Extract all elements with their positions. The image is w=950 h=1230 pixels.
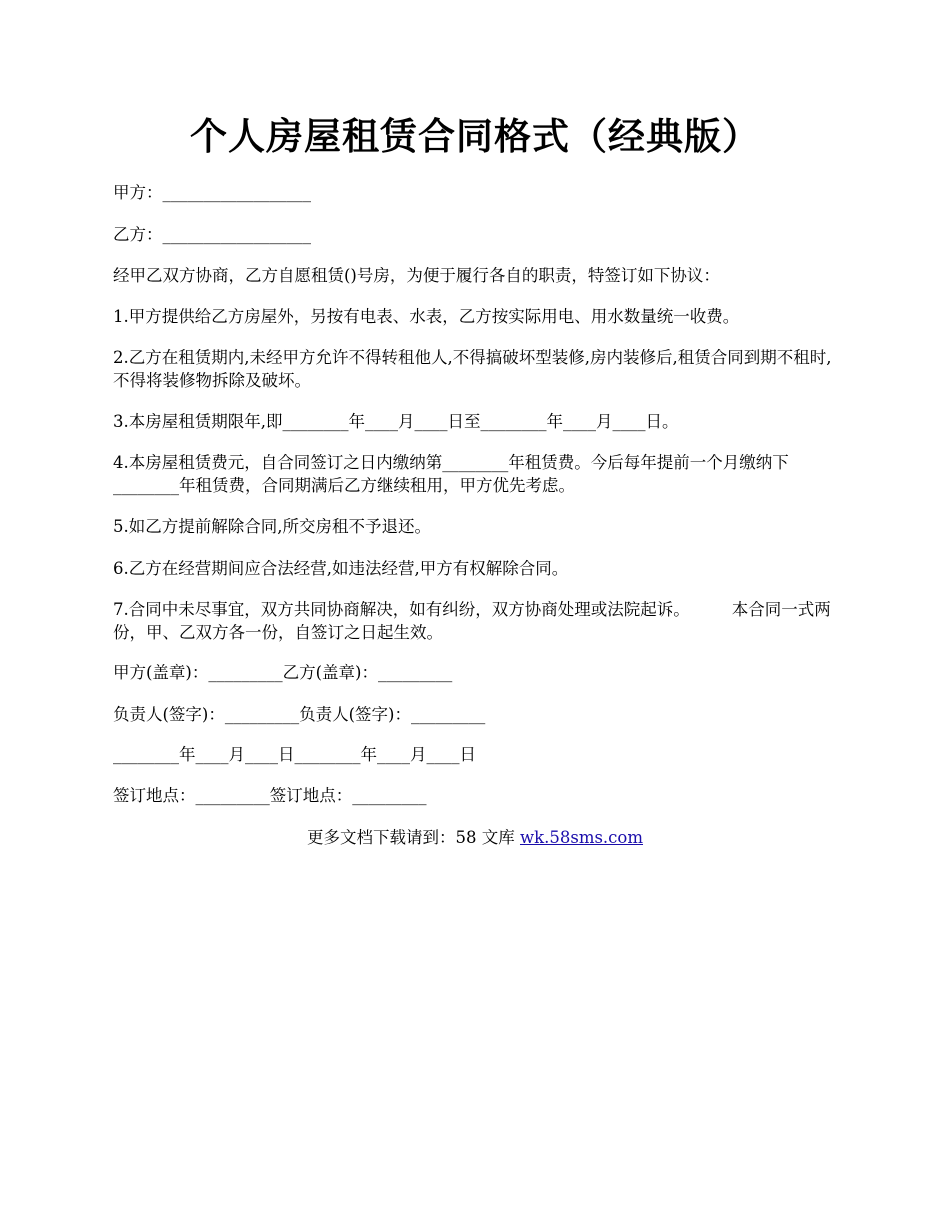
party-a-line: 甲方：__________________ bbox=[113, 183, 311, 202]
footer-link[interactable]: wk.58sms.com bbox=[519, 828, 643, 847]
clause-1: 1.甲方提供给乙方房屋外，另按有电表、水表，乙方按实际用电、用水数量统一收费。 bbox=[113, 307, 740, 326]
footer-prefix: 更多文档下载请到：58 文库 bbox=[306, 828, 520, 847]
seal-line: 甲方(盖章)：_________乙方(盖章)：_________ bbox=[113, 663, 453, 682]
date-line: ________年____月____日________年____月____日 bbox=[113, 745, 476, 764]
responsible-line: 负责人(签字)：_________负责人(签字)：_________ bbox=[113, 705, 486, 724]
clause-4: 4.本房屋租赁费元，自合同签订之日内缴纳第________年租赁费。今后每年提前一个月缴纳下________年租赁费，合同期满后乙方继续租用，甲方优先考虑。 bbox=[113, 453, 789, 495]
clause-6: 6.乙方在经营期间应合法经营,如违法经营,甲方有权解除合同。 bbox=[113, 559, 569, 578]
clause-5: 5.如乙方提前解除合同,所交房租不予退还。 bbox=[113, 517, 431, 536]
intro-paragraph: 经甲乙双方协商，乙方自愿租赁()号房，为便于履行各自的职责，特签订如下协议： bbox=[113, 266, 720, 285]
clause-7: 7.合同中未尽事宜，双方共同协商解决，如有纠纷，双方协商处理或法院起诉。 本合同一式两份，甲、乙双方各一份，自签订之日起生效。 bbox=[113, 600, 831, 642]
clause-2: 2.乙方在租赁期内,未经甲方允许不得转租他人,不得搞破坏型装修,房内装修后,租赁合同到期不租时,不得将装修物拆除及破坏。 bbox=[113, 348, 832, 390]
clause-3: 3.本房屋租赁期限年,即________年____月____日至________年____月____日。 bbox=[113, 412, 679, 431]
footer bbox=[0, 826, 950, 849]
document-title: 个人房屋租赁合同格式（经典版） bbox=[190, 114, 760, 158]
place-line: 签订地点：_________签订地点：_________ bbox=[113, 786, 427, 805]
party-b-line: 乙方：__________________ bbox=[113, 225, 311, 244]
